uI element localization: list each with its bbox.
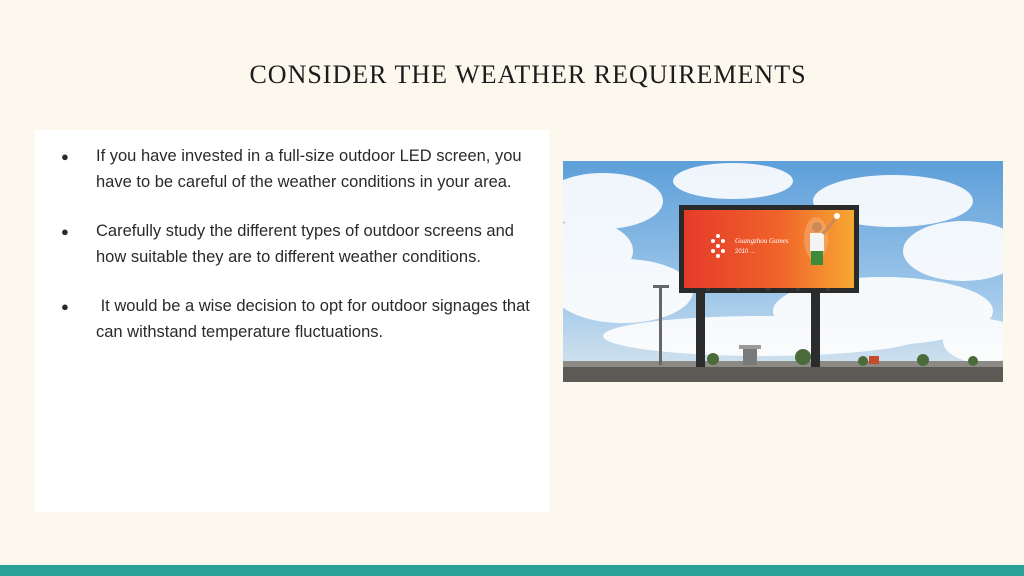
- bullet-dot-icon: ●: [61, 224, 69, 239]
- bullet-dot-icon: ●: [61, 299, 69, 314]
- billboard-text-1: Guangzhou Games: [735, 237, 789, 245]
- bottom-accent-bar: [0, 565, 1024, 576]
- billboard-photo: [563, 161, 1003, 382]
- text-panel: [35, 130, 549, 512]
- bullet-dot-icon: ●: [61, 149, 69, 164]
- bullet-item: [35, 219, 549, 270]
- bullet-text: Carefully study the different types of outdoor screens and how suitable they are to different weather conditions.: [96, 222, 514, 266]
- bullet-item: [35, 144, 549, 195]
- billboard-text-2: 2010 ...: [735, 249, 756, 255]
- bullet-item: [35, 294, 549, 345]
- bullet-text: It would be a wise decision to opt for outdoor signages that can withstand temperature fluctuations.: [96, 297, 535, 341]
- bullet-text: If you have invested in a full-size outdoor LED screen, you have to be careful of the weather conditions in your area.: [96, 147, 522, 191]
- bullet-list: [35, 144, 549, 369]
- slide-title: CONSIDER THE WEATHER REQUIREMENTS: [249, 60, 807, 89]
